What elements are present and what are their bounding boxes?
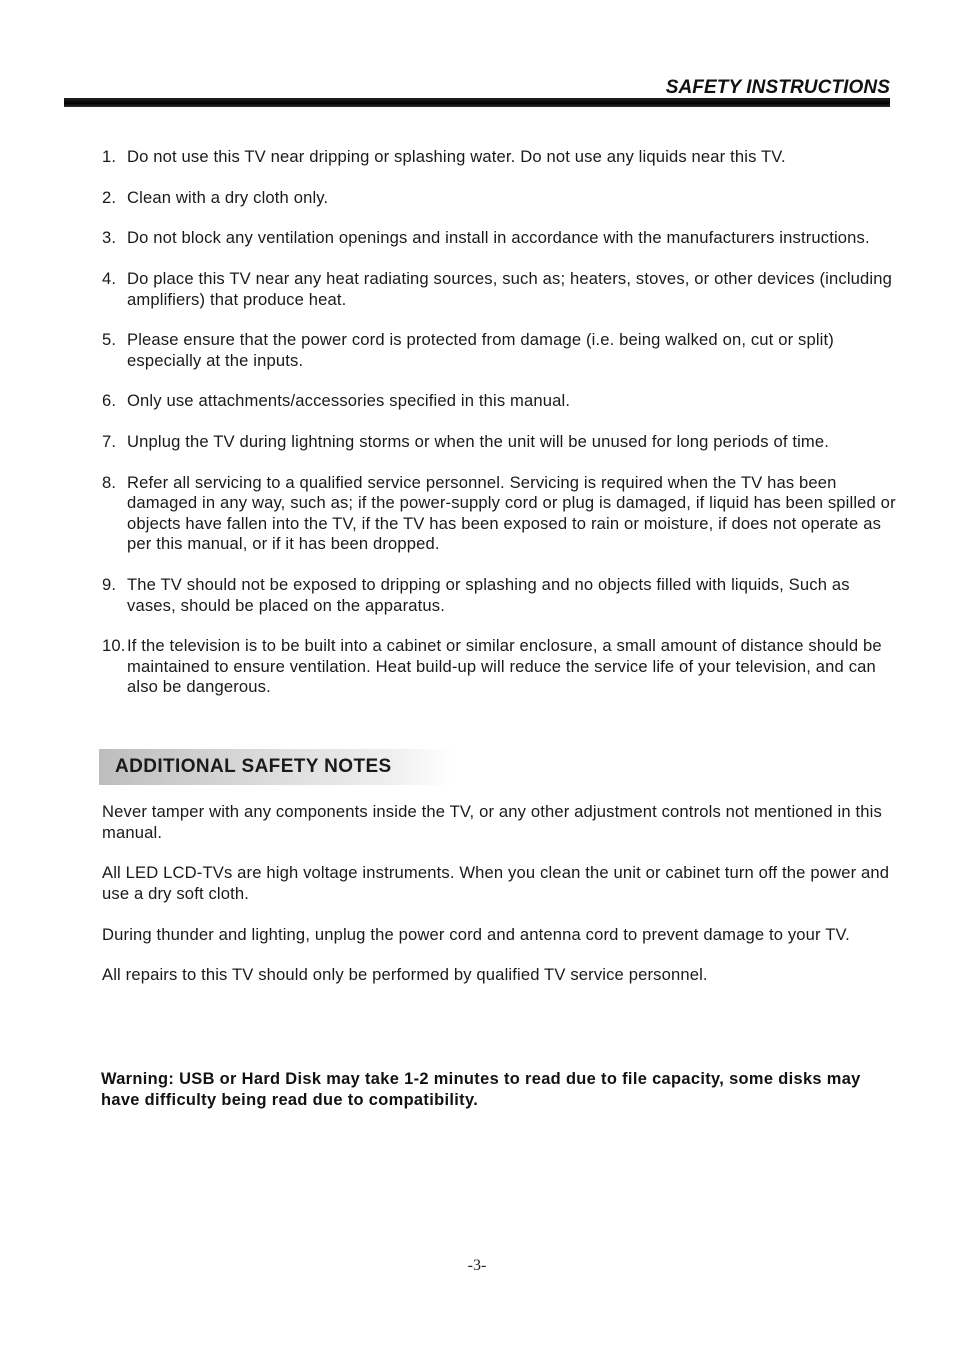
instruction-number: 3. xyxy=(102,228,117,248)
instruction-item xyxy=(102,228,902,249)
instruction-text: Do not block any ventilation openings and install in accordance with the manufacturers instructions. xyxy=(127,228,870,248)
header-rule xyxy=(64,98,890,107)
instruction-text: Clean with a dry cloth only. xyxy=(127,187,329,207)
instruction-item xyxy=(102,269,902,310)
instruction-text: Please ensure that the power cord is protected from damage (i.e. being walked on, cut or split) especially at the inputs. xyxy=(127,330,834,370)
warning-text: Warning: USB or Hard Disk may take 1-2 minutes to read due to file capacity, some disks may have difficulty being read due to compatibility. xyxy=(101,1070,861,1109)
instructions-section xyxy=(102,147,902,718)
instruction-text: Refer all servicing to a qualified service personnel. Servicing is required when the TV has been damaged in any way, such as; if the power-supply cord or plug is damaged, if liquid has been spilled or objects have fallen into the TV, if the TV has been exposed to rain or moisture, if does not operate as per this manual, or if it has been dropped. xyxy=(127,472,896,554)
instruction-number: 5. xyxy=(102,330,117,350)
note-paragraph: Never tamper with any components inside the TV, or any other adjustment controls not mentioned in this manual. xyxy=(102,802,882,842)
instruction-number: 10. xyxy=(102,636,126,656)
instruction-number: 1. xyxy=(102,147,117,166)
page-title: SAFETY INSTRUCTIONS xyxy=(665,77,890,98)
instruction-item xyxy=(102,636,902,698)
instruction-item xyxy=(102,147,902,168)
instruction-text: Only use attachments/accessories specified in this manual. xyxy=(127,391,571,411)
instruction-number: 7. xyxy=(102,432,117,452)
note-paragraph: All repairs to this TV should only be performed by qualified TV service personnel. xyxy=(102,965,708,985)
instruction-item xyxy=(102,391,902,412)
instruction-item xyxy=(102,575,902,616)
instruction-number: 4. xyxy=(102,269,117,289)
page-number: -3- xyxy=(467,1257,487,1274)
instruction-text: Unplug the TV during lightning storms or when the unit will be unused for long periods of time. xyxy=(127,432,830,452)
note-paragraph: All LED LCD-TVs are high voltage instruments. When you clean the unit or cabinet turn off the power and use a dry soft cloth. xyxy=(102,863,890,903)
instruction-item xyxy=(102,473,902,555)
additional-notes xyxy=(102,802,902,1006)
instruction-number: 6. xyxy=(102,391,117,411)
additional-notes-heading xyxy=(99,749,453,785)
instruction-number: 9. xyxy=(102,575,117,594)
instructions-list xyxy=(102,147,902,698)
instruction-text: If the television is to be built into a cabinet or similar enclosure, a small amount of distance should be maintained to ensure ventilation. Heat build-up will reduce the service life of your television, and can also be dangerous. xyxy=(127,636,882,697)
instruction-text: The TV should not be exposed to dripping or splashing and no objects filled with liquids, Such as vases, should be placed on the apparatus. xyxy=(127,575,850,615)
instruction-item xyxy=(102,330,902,371)
instruction-number: 8. xyxy=(102,472,117,492)
instruction-item xyxy=(102,432,902,453)
instruction-number: 2. xyxy=(102,187,117,207)
instruction-text: Do not use this TV near dripping or splashing water. Do not use any liquids near this TV. xyxy=(127,147,786,166)
instruction-text: Do place this TV near any heat radiating sources, such as; heaters, stoves, or other devices (including amplifiers) that produce heat. xyxy=(127,269,893,309)
instruction-item xyxy=(102,188,902,209)
note-paragraph: During thunder and lighting, unplug the power cord and antenna cord to prevent damage to your TV. xyxy=(102,924,850,944)
additional-notes-heading-text: ADDITIONAL SAFETY NOTES xyxy=(115,756,392,777)
